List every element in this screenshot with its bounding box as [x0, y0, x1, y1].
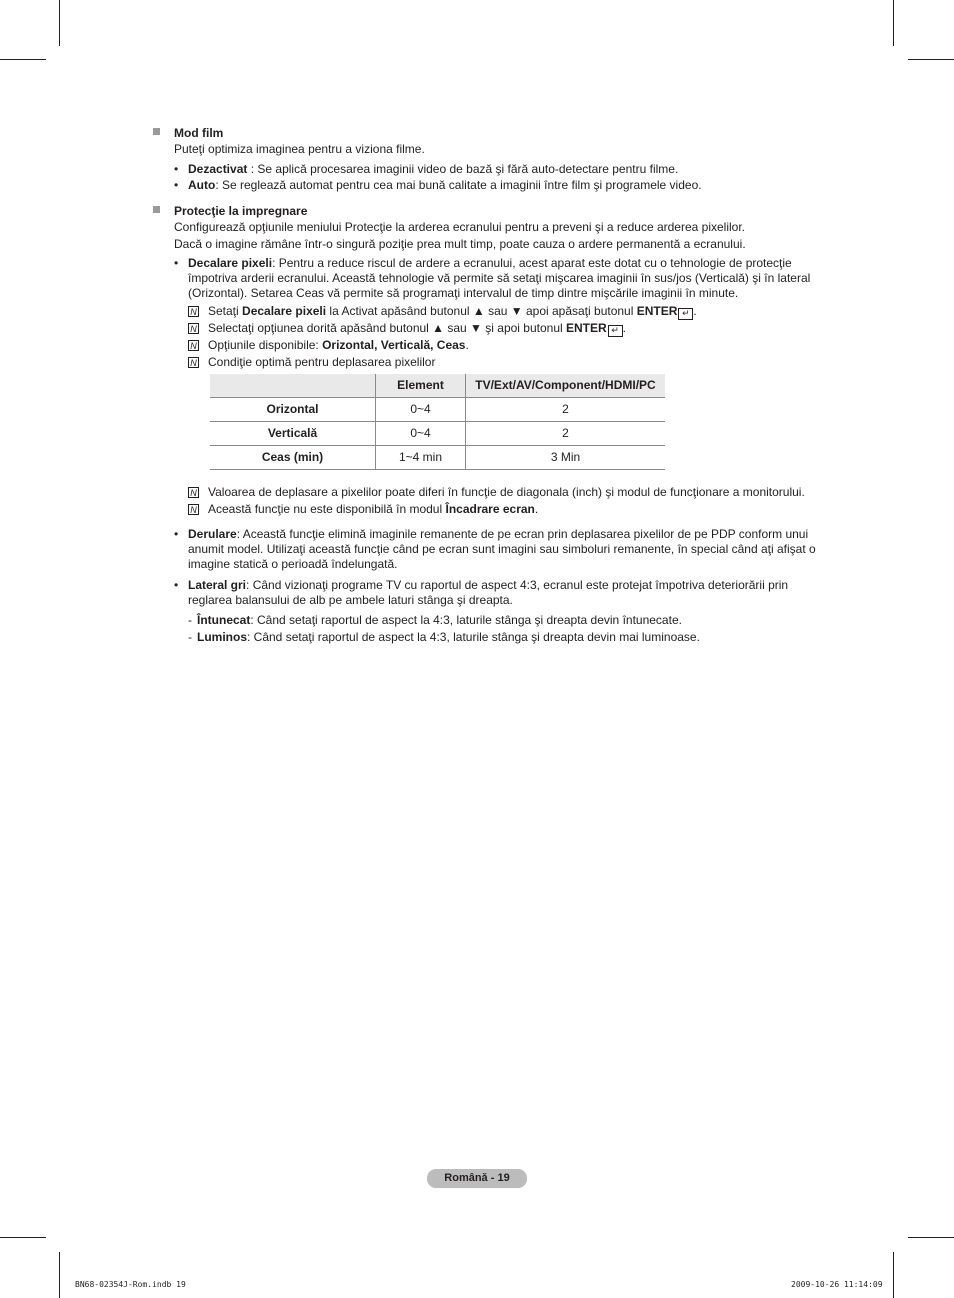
note-text: .: [465, 338, 469, 352]
note-item: [188, 354, 832, 371]
note-icon: N: [188, 306, 199, 317]
table-cell: 3 Min: [466, 446, 666, 470]
note-icon: N: [188, 323, 199, 334]
bullet-dot-icon: •: [174, 162, 179, 176]
section-description: Configurează opţiunile meniului Protecţie la arderea ecranului pentru a preveni şi a reduce arderea pixelilor.: [174, 220, 746, 234]
note-text: .: [693, 304, 697, 318]
imprint-file: BN68-02354J-Rom.indb 19: [75, 1280, 186, 1289]
item-term: Derulare: [188, 527, 237, 541]
table-cell: Ceas (min): [210, 446, 376, 470]
note-icon: N: [188, 357, 199, 368]
item-text: : Când vizionaţi programe TV cu raportul de aspect 4:3, ecranul este protejat împotriva deteriorării prin reglarea balansului de alb pe ambele laturi stânga şi dreapta.: [188, 578, 789, 607]
crop-mark: [0, 59, 46, 60]
item-term: Decalare pixeli: [188, 256, 273, 270]
note-bold: Încadrare ecran: [445, 502, 535, 516]
sub-item: [188, 612, 832, 629]
list-item-derulare: [174, 527, 832, 572]
list-item: [174, 178, 832, 193]
bullet-dot-icon: •: [174, 527, 179, 541]
crop-mark: [59, 1252, 60, 1298]
note-text: Condiţie optimă pentru deplasarea pixelilor: [208, 355, 436, 369]
table-cell: 1~4 min: [376, 446, 466, 470]
crop-mark: [893, 0, 894, 46]
sub-item: [188, 629, 832, 646]
crop-mark: [908, 59, 954, 60]
table-cell: Verticală: [210, 422, 376, 446]
note-bold: Orizontal, Verticală, Ceas: [322, 338, 466, 352]
note-text: .: [622, 321, 627, 335]
bullet-dot-icon: •: [174, 178, 179, 192]
item-term: Lateral gri: [188, 578, 247, 592]
note-text: Selectaţi opţiunea dorită apăsând butonul ▲ sau ▼ şi apoi butonul: [208, 321, 566, 335]
table-header-cell: Element: [376, 374, 466, 398]
section-mod-film: [152, 125, 832, 193]
item-text: : Se aplică procesarea imaginii video de bază şi fără auto-detectare pentru filme.: [247, 162, 679, 176]
page-number-badge: Română - 19: [427, 1169, 527, 1188]
list-item: [174, 162, 832, 177]
crop-mark: [59, 0, 60, 46]
item-text: : Pentru a reduce riscul de ardere a ecranului, acest aparat este dotat cu o tehnologie de protecţie împotriva arderii ecranului. Această tehnologie vă permite să setaţi mişcarea imaginii în sus/jos (Verticală) şi în lateral (Orizontal). Setarea Ceas vă permite să programaţi intervalul de timp dintre mişcările imaginii în minute.: [188, 256, 811, 300]
section-title: Mod film: [174, 126, 224, 140]
item-text: : Această funcţie elimină imaginile remanente de pe ecran prin deplasarea pixelilor de pe PDP conform unui anumit model. Utilizaţi această funcţie când pe ecran sunt imagini sau simboluri remanente, în special când aţi afişat o imagine statică o perioadă îndelungată.: [188, 527, 816, 571]
note-item: [188, 337, 832, 354]
pixel-shift-table: [210, 374, 665, 470]
table-header-row: [210, 374, 665, 398]
enter-label: ENTER: [566, 321, 607, 335]
table-header-cell: [210, 374, 376, 398]
crop-mark: [908, 1237, 954, 1238]
note-icon: N: [188, 487, 199, 498]
note-icon: N: [188, 340, 199, 351]
table-cell: 2: [466, 422, 666, 446]
enter-label: ENTER: [636, 304, 678, 318]
note-icon: N: [188, 504, 199, 515]
section-title: Protecţie la impregnare: [174, 204, 308, 218]
enter-key-icon: ↵: [608, 325, 623, 337]
note-text: .: [534, 502, 539, 516]
table-row: [210, 398, 665, 422]
item-term: Dezactivat: [188, 162, 248, 176]
dash-icon: -: [188, 630, 192, 644]
note-item: [188, 484, 832, 501]
table-row: [210, 446, 665, 470]
square-bullet-icon: [153, 206, 160, 213]
note-bold: Decalare pixeli: [242, 304, 327, 318]
table-row: [210, 422, 665, 446]
note-item: [188, 320, 832, 337]
note-item: [188, 501, 832, 518]
bullet-dot-icon: •: [174, 578, 179, 592]
table-cell: 0~4: [376, 398, 466, 422]
table-header-cell: TV/Ext/AV/Component/HDMI/PC: [466, 374, 666, 398]
table-cell: Orizontal: [210, 398, 376, 422]
item-term: Auto: [188, 178, 216, 192]
note-text: Opţiunile disponibile:: [208, 338, 323, 352]
enter-key-icon: ↵: [678, 308, 693, 320]
section-description: Dacă o imagine rămâne într-o singură poziţie prea mult timp, poate cauza o ardere permanentă a ecranului.: [174, 237, 746, 251]
list-item-lateral: [174, 578, 832, 646]
imprint-date: 2009-10-26 11:14:09: [791, 1280, 883, 1289]
table-cell: 0~4: [376, 422, 466, 446]
item-text: : Se reglează automat pentru cea mai bună calitate a imaginii între film şi programele video.: [215, 178, 702, 192]
item-term: Întunecat: [197, 613, 251, 627]
square-bullet-icon: [153, 128, 160, 135]
bullet-dot-icon: •: [174, 256, 179, 270]
section-description: Puteţi optimiza imaginea pentru a viziona filme.: [174, 142, 425, 156]
dash-icon: -: [188, 613, 192, 627]
note-text: la Activat apăsând butonul ▲ sau ▼ apoi apăsaţi butonul: [326, 304, 637, 318]
note-text: Valoarea de deplasare a pixelilor poate diferi în funcţie de diagonala (inch) şi modul de funcţionare a monitorului.: [208, 485, 805, 499]
crop-mark: [0, 1237, 46, 1238]
crop-mark: [893, 1252, 894, 1298]
note-text: Setaţi: [208, 304, 243, 318]
note-text: Această funcţie nu este disponibilă în modul: [208, 502, 446, 516]
section-protectie: [152, 203, 832, 646]
page-content: [152, 125, 832, 646]
item-text: : Când setaţi raportul de aspect la 4:3, laturile stânga şi dreapta devin mai luminoase.: [247, 630, 700, 644]
table-cell: 2: [466, 398, 666, 422]
item-text: : Când setaţi raportul de aspect la 4:3, laturile stânga şi dreapta devin întunecate.: [250, 613, 682, 627]
list-item-decalare: [174, 256, 832, 518]
note-item: [188, 303, 832, 320]
item-term: Luminos: [197, 630, 247, 644]
